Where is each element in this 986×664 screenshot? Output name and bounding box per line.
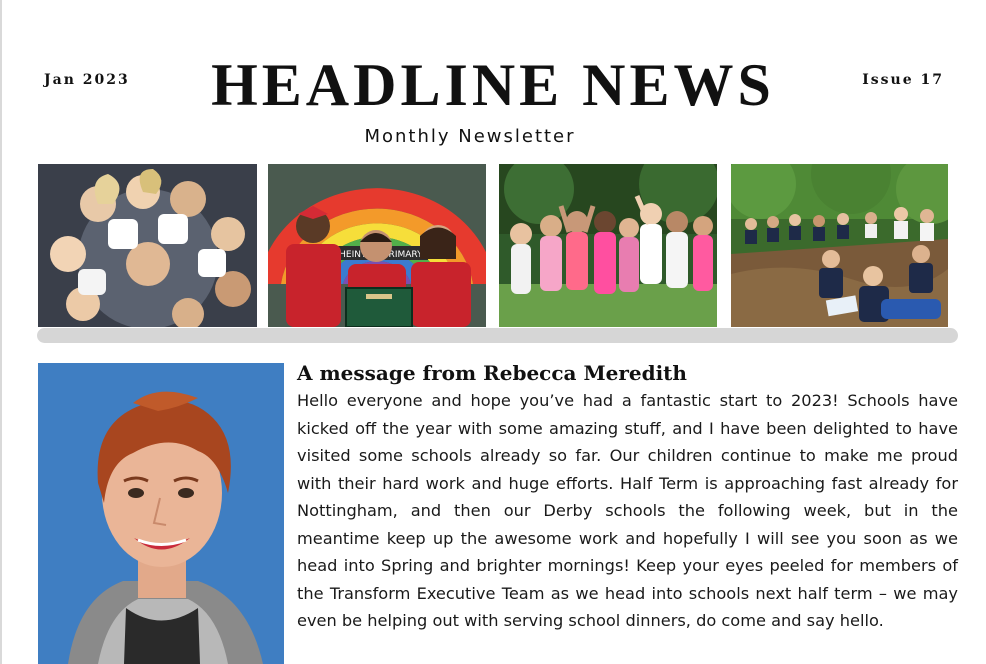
mural-school-name: SHEINTON PRIMARY xyxy=(333,250,423,260)
newsletter-title: HEADLINE NEWS xyxy=(211,52,775,118)
section-divider xyxy=(37,328,958,343)
article-title: A message from Rebecca Meredith xyxy=(297,361,687,385)
newsletter-subtitle: Monthly Newsletter xyxy=(364,126,576,147)
photo-children-outdoor-learning xyxy=(731,164,948,327)
article-body: Hello everyone and hope you’ve had a fantastic start to 2023! Schools have kicked off the year with some amazing stuff, and I have been delighted to have visited some schools already so far. Our children continue to make me proud with their hard work and huge efforts. Half Term is approaching fast already for Nottingham, and then our Derby schools the following week, but in the meantime keep up the awesome work and hopefully I will see you soon as we head into Spring and brighter mornings! Keep your eyes peeled for members of the Transform Executive Team as we head into schools next half term – we may even be helping out with serving school dinners, do come and say hello. xyxy=(297,391,958,630)
photo-children-hands-circle xyxy=(38,164,257,327)
photo-children-celebrating xyxy=(499,164,717,327)
issue-date: Jan 2023 xyxy=(44,72,130,88)
photo-pupils-rainbow-award xyxy=(268,164,486,327)
issue-number: Issue 17 xyxy=(862,72,944,88)
portrait-rebecca-meredith xyxy=(38,363,284,664)
